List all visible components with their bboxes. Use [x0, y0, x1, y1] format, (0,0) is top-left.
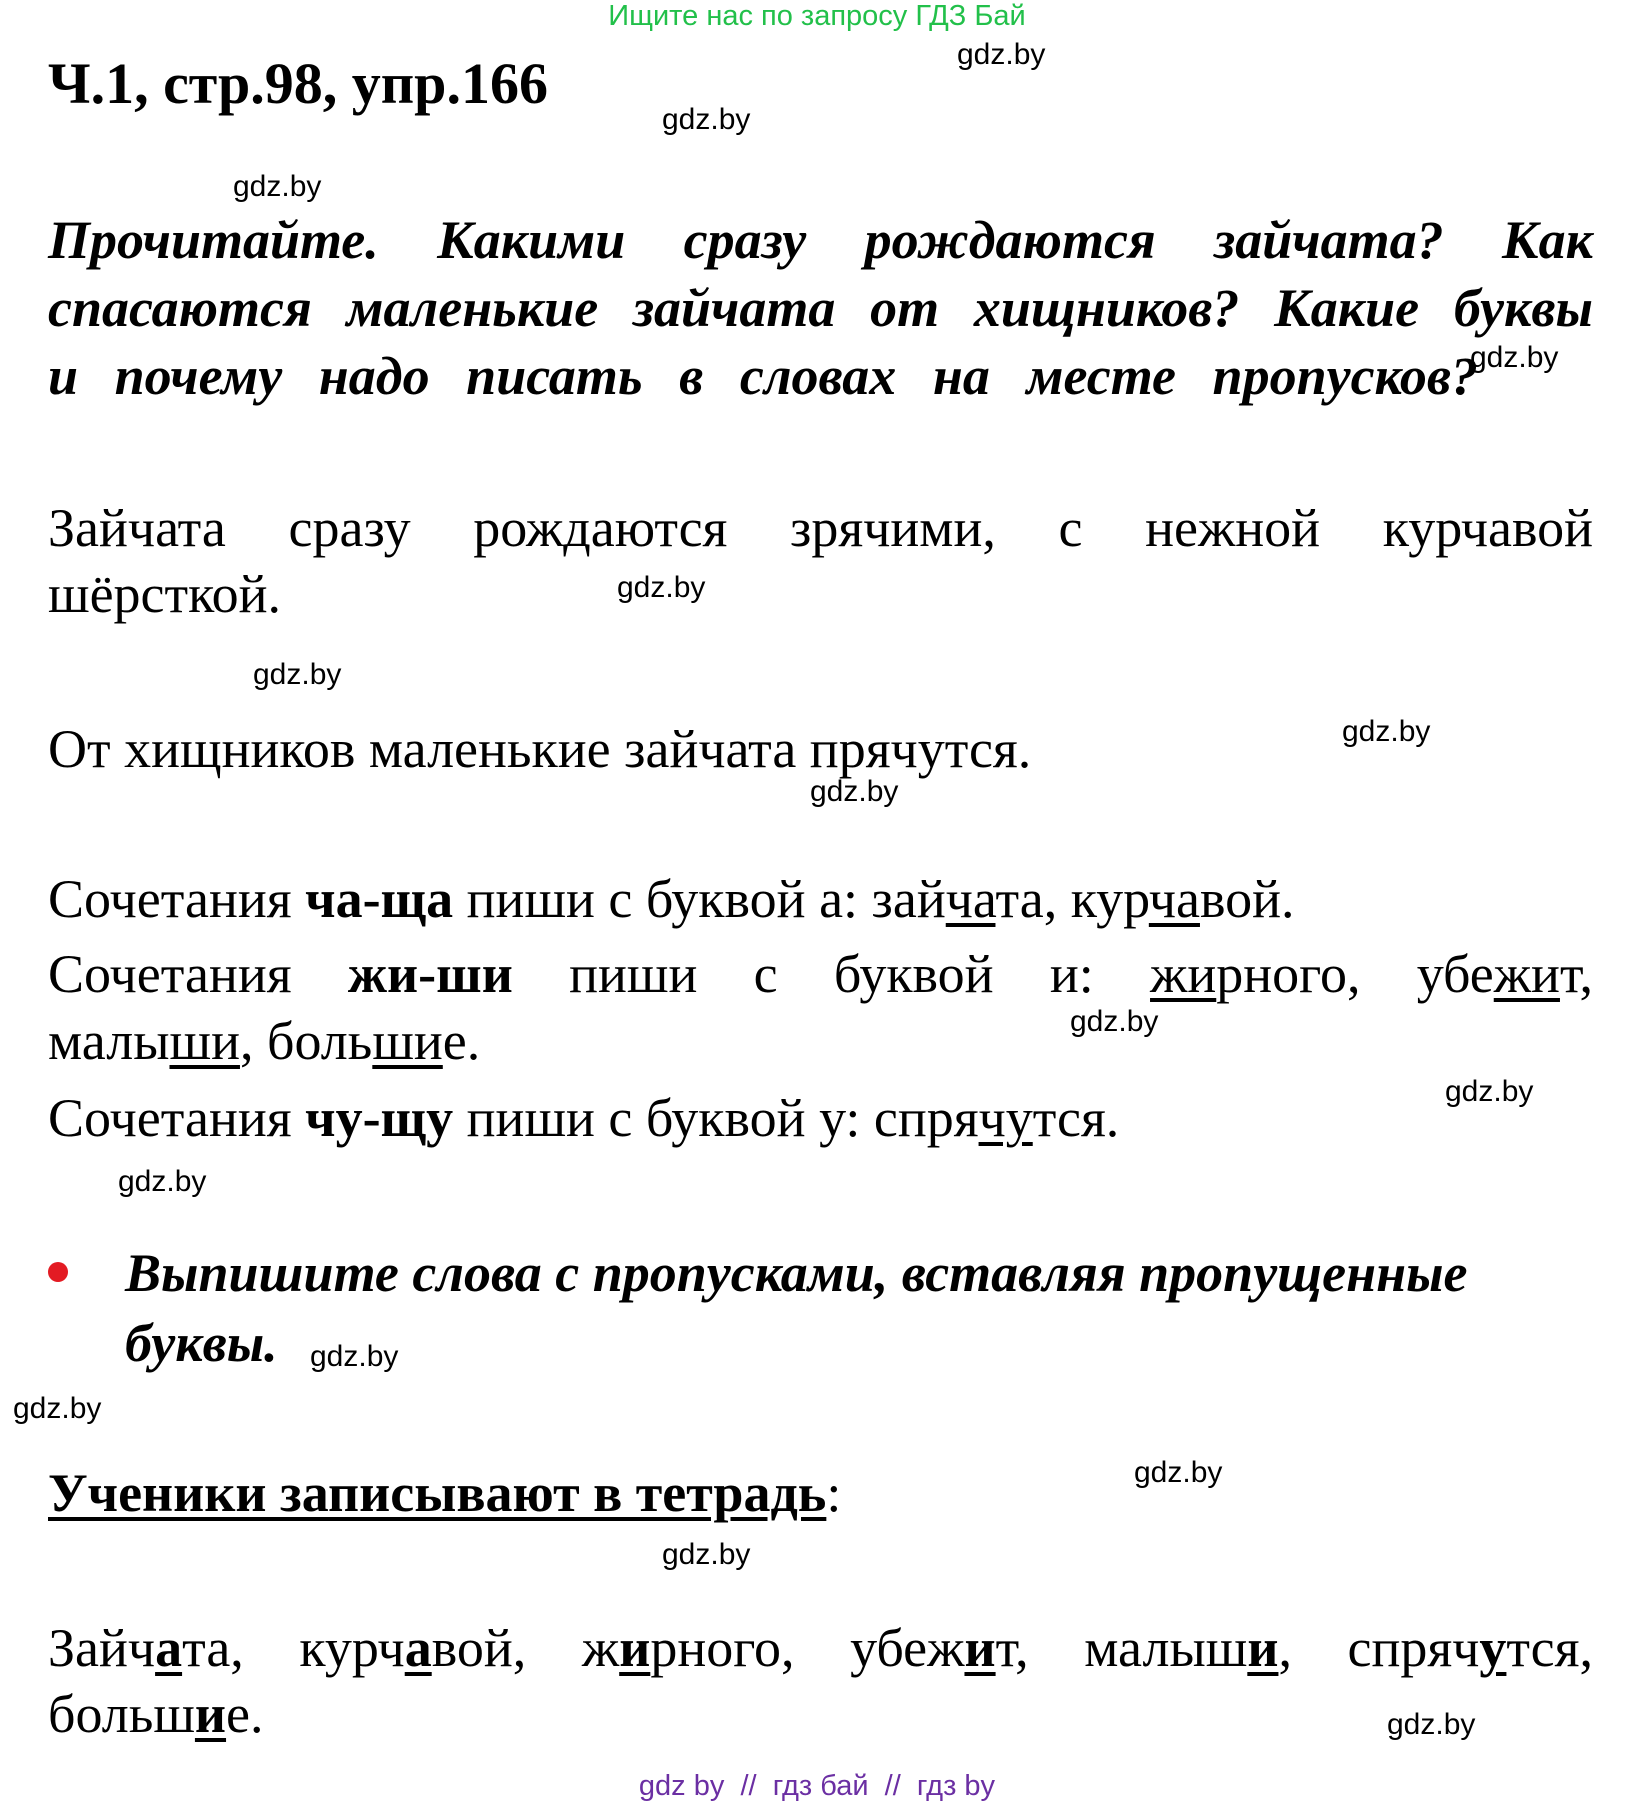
watermark: gdz.by: [617, 571, 706, 604]
combo-zhi-shi: жи-ши: [347, 944, 513, 1004]
footer-links[interactable]: gdz by // гдз бай // гдз by: [638, 1770, 996, 1802]
task-2-line-1: Выпишите слова с пропусками, вставляя пропущенные: [125, 1243, 1468, 1303]
watermark: gdz.by: [253, 658, 342, 691]
task-line-1: Прочитайте. Какими сразу рождаются зайчата? Как: [48, 210, 1593, 270]
page-title: Ч.1, стр.98, упр.166: [48, 51, 548, 116]
final-answer-line-1: Зайчата, курчавой, жирного, убежит, малыши, спрячутся,: [48, 1618, 1593, 1678]
rule-zhi-shi-line-1: Сочетания жи-ши пиши с буквой и: жирного, убежит,: [48, 944, 1594, 1004]
answer-2: От хищников маленькие зайчата прячутся.: [48, 719, 1032, 779]
watermark: gdz.by: [957, 38, 1046, 71]
watermark: gdz.by: [310, 1340, 399, 1373]
watermark: gdz.by: [1342, 715, 1431, 748]
answer-1-line-1: Зайчата сразу рождаются зрячими, с нежной курчавой: [48, 498, 1593, 558]
task-line-3: и почему надо писать в словах на месте пропусков?: [48, 346, 1478, 406]
watermark: gdz.by: [1387, 1708, 1476, 1741]
watermark: gdz.by: [810, 775, 899, 808]
watermark: gdz.by: [1470, 341, 1559, 374]
task-line-2: спасаются маленькие зайчата от хищников? Какие буквы: [48, 278, 1593, 338]
watermark: gdz.by: [233, 170, 322, 203]
answer-1-line-2: шёрсткой.: [48, 564, 282, 624]
rule-chu-shchu: Сочетания чу-щу пиши с буквой у: спрячутся.: [48, 1088, 1120, 1148]
combo-cha-shcha: ча-ща: [305, 869, 454, 929]
final-answer-line-2: большие.: [48, 1684, 264, 1744]
watermark: gdz.by: [13, 1392, 102, 1425]
watermark: gdz.by: [662, 103, 751, 136]
bullet-icon: [48, 1262, 68, 1282]
watermark: gdz.by: [118, 1165, 207, 1198]
watermark: gdz.by: [1134, 1456, 1223, 1489]
watermark: gdz.by: [1070, 1005, 1159, 1038]
combo-chu-shchu: чу-щу: [305, 1088, 454, 1148]
rule-zhi-shi-line-2: малыши, большие.: [48, 1011, 481, 1071]
rule-cha-shcha: Сочетания ча-ща пиши с буквой а: зайчата, курчавой.: [48, 869, 1295, 929]
watermark: gdz.by: [662, 1538, 751, 1571]
watermark: gdz.by: [1445, 1075, 1534, 1108]
notebook-heading: Ученики записывают в тетрадь:: [48, 1463, 842, 1523]
task-2-line-2: буквы.: [125, 1313, 278, 1373]
site-banner[interactable]: Ищите нас по запросу ГДЗ Бай: [608, 0, 1026, 32]
